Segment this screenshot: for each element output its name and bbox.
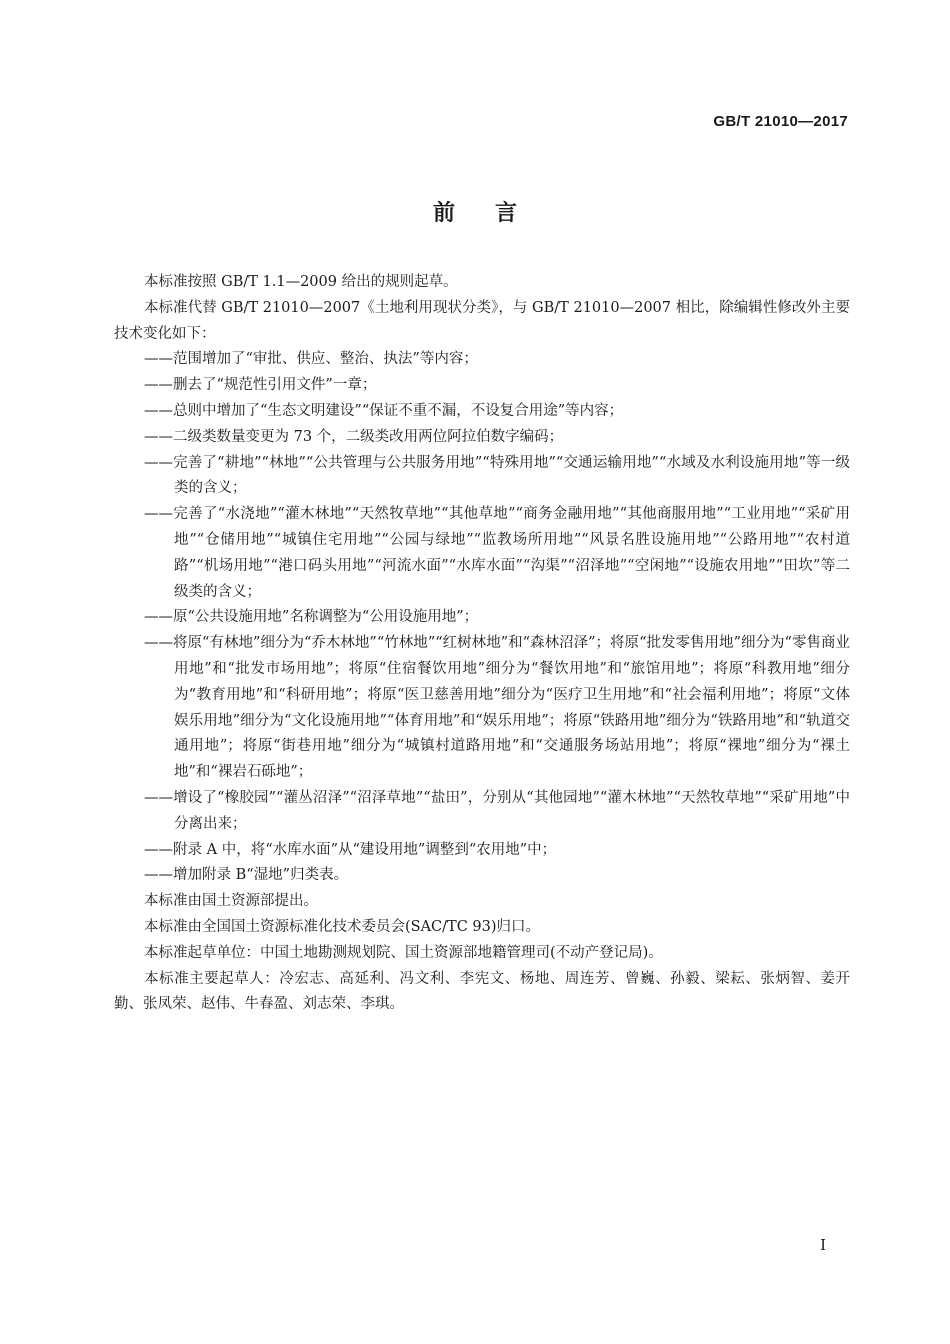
change-item: ——完善了“水浇地”“灌木林地”“天然牧草地”“其他草地”“商务金融用地”“其他商服用地”“工业用地”“采矿用地”“仓储用地”“城镇住宅用地”“公园与绿地”“监教场所用地”“风景名胜设施用地”“公路用地”“农村道路”“机场用地”“港口码头用地”“河流水面”“水库水面”“沟渠”“沼泽地”“空闲地”“设施农用地”“田坎”等二级类的含义； bbox=[144, 506, 850, 600]
intro-paragraph: 本标准按照 GB/T 1.1—2009 给出的规则起草。 bbox=[144, 274, 458, 290]
change-item: ——二级类数量变更为 73 个，二级类改用两位阿拉伯数字编码； bbox=[144, 428, 564, 445]
change-item: ——范围增加了“审批、供应、整治、执法”等内容； bbox=[144, 351, 478, 368]
standard-code: GB/T 21010—2017 bbox=[713, 113, 848, 130]
change-item: ——总则中增加了“生态文明建设”“保证不重不漏，不设复合用途”等内容； bbox=[144, 402, 624, 419]
change-item: ——原“公共设施用地”名称调整为“公用设施用地”； bbox=[144, 609, 479, 626]
change-item: ——删去了“规范性引用文件”一章； bbox=[144, 377, 377, 394]
change-item: ——将原“有林地”细分为“乔木林地”“竹林地”“红树林地”和“森林沼泽”；将原“批发零售用地”细分为“零售商业用地”和“批发市场用地”；将原“住宿餐饮用地”细分为“餐饮用地”和“旅馆用地”；将原“科教用地”细分为“教育用地”和“科研用地”；将原“医卫慈善用地”细分为“医疗卫生用地”和“社会福利用地”；将原“文体娱乐用地”细分为“文化设施用地”“体育用地”和“娱乐用地”；将原“铁路用地”细分为“铁路用地”和“轨道交通用地”；将原“街巷用地”细分为“城镇村道路用地”和“交通服务场站用地”；将原“裸地”细分为“裸土地”和“裸岩石砾地”； bbox=[144, 635, 850, 781]
closing-paragraph: 本标准由国土资源部提出。 bbox=[144, 893, 318, 910]
closing-paragraph: 本标准起草单位：中国土地勘测规划院、国土资源部地籍管理司(不动产登记局)。 bbox=[144, 944, 663, 961]
change-item: ——增加附录 B“湿地”归类表。 bbox=[144, 867, 349, 884]
page-title: 前言 bbox=[432, 201, 557, 226]
document-body bbox=[114, 270, 850, 1018]
closing-paragraph: 本标准主要起草人：冷宏志、高延利、冯文利、李宪文、杨地、周连芳、曾巍、孙毅、梁耘、张炳智、姜开勤、张凤荣、赵伟、牛春盈、刘志荣、李琪。 bbox=[114, 970, 850, 1013]
intro-paragraph: 本标准代替 GB/T 21010—2007《土地利用现状分类》，与 GB/T 21010—2007 相比，除编辑性修改外主要技术变化如下： bbox=[114, 299, 850, 342]
change-item: ——完善了“耕地”“林地”“公共管理与公共服务用地”“特殊用地”“交通运输用地”“水域及水利设施用地”等一级类的含义； bbox=[144, 454, 850, 497]
change-item: ——增设了“橡胶园”“灌丛沼泽”“沼泽草地”“盐田”，分别从“其他园地”“灌木林地”“天然牧草地”“采矿用地”中分离出来； bbox=[144, 789, 850, 832]
change-item: ——附录 A 中，将“水库水面”从“建设用地”调整到“农用地”中； bbox=[144, 841, 557, 858]
closing-paragraph: 本标准由全国国土资源标准化技术委员会(SAC/TC 93)归口。 bbox=[144, 918, 541, 935]
page-number: I bbox=[820, 1236, 826, 1254]
